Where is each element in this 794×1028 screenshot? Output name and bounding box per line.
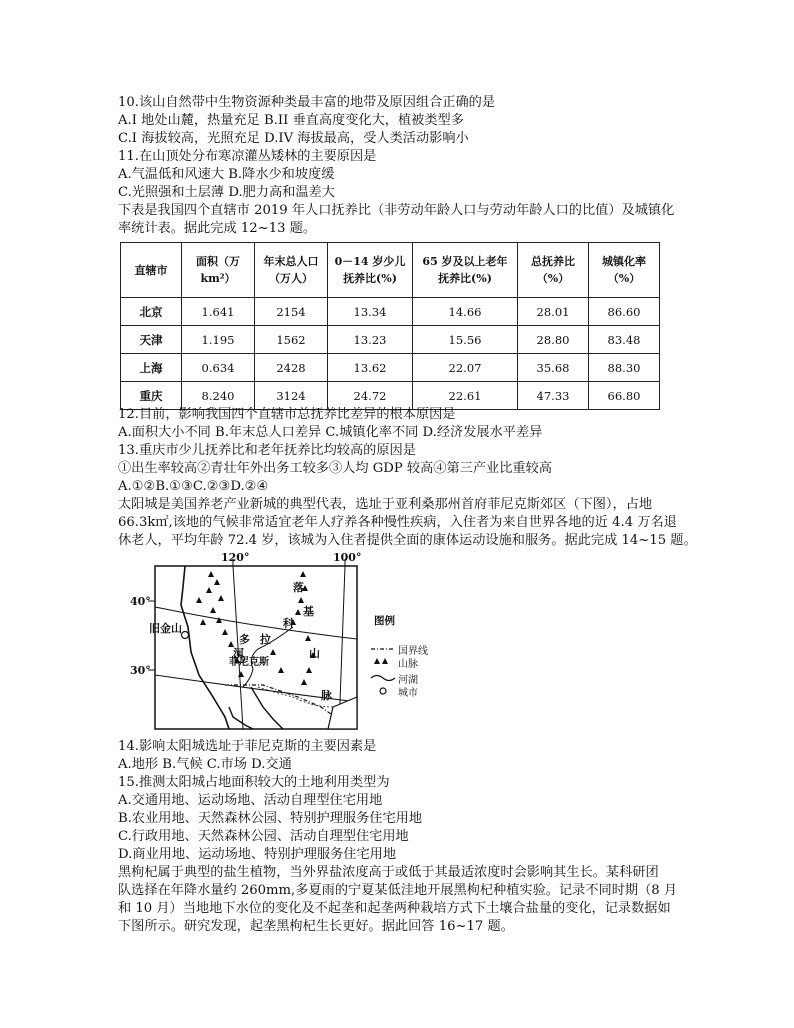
rocky-label-mai: 脉 [321,689,332,702]
legend-border-label: 国界线 [398,646,428,657]
table-cell: 14.66 [413,298,518,326]
q14-options: A.地形 B.气候 C.市场 D.交通 [118,757,292,772]
sun-city-para-line-3: 休老人，平均年龄 72.4 岁，该城为入住者提供全面的康体运动设施和服务。据此完成 14~15 题。 [118,533,697,548]
colorado-label-he: 河 [233,647,244,660]
table-cell: 重庆 [121,382,182,410]
table-row [121,298,660,326]
colorado-label-duo: 多 [239,633,250,646]
sun-city-para-line-2: 66.3k㎡,该地的气候非常适宜老年人疗养各种慢性疾病，入住者为来自世界各地的近 4.4 万名退 [118,515,677,530]
q12-options: A.面积大小不同 B.年末总人口差异 C.城镇化率不同 D.经济发展水平差异 [118,425,543,440]
table-intro-line-1: 下表是我国四个直辖市 2019 年人口抚养比（非劳动年龄人口与劳动年龄人口的比值）及城镇化 [118,203,675,218]
table-cell: 13.23 [328,326,413,354]
q15-option-a: A.交通用地、运动场地、活动自理型住宅用地 [118,793,383,808]
rocky-label-ji: 基 [303,605,314,618]
legend-city-label: 城市 [398,688,418,699]
q11-options-ab: A.气温低和风速大 B.降水少和坡度缓 [118,167,335,182]
san-francisco-label: 旧金山 [149,622,182,635]
table-cell: 88.30 [589,354,660,382]
sun-city-para-line-1: 太阳城是美国养老产业新城的典型代表，选址于亚利桑那州首府菲尼克斯郊区（下图），占地 [118,497,653,512]
table-cell: 北京 [121,298,182,326]
table-cell: 0.634 [182,354,255,382]
table-cell: 1562 [255,326,328,354]
table-header-cell: 城镇化率（%） [589,243,660,298]
q10-options-cd: C.I 海拔较高，光照充足 D.IV 海拔最高，受人类活动影响小 [118,131,469,146]
table-cell: 24.72 [328,382,413,410]
q11-options-cd: C.光照强和土层薄 D.肥力高和温差大 [118,185,335,200]
q10-stem: 10.该山自然带中生物资源种类最丰富的地带及原因组合正确的是 [118,95,496,110]
table-header-cell: 面积（万 km²） [182,243,255,298]
goji-para-line-3: 和 10 月）当地地下水位的变化及不起垄和起垄两种栽培方式下土壤合盐量的变化，记录数据如 [118,901,671,916]
lat-30-label: 30° [130,664,151,677]
table-header-row [121,243,660,298]
goji-para-line-2: 队选择在年降水量约 260mm,多夏雨的宁夏某低洼地开展黑枸杞种植实验。记录不同时期（8 月 [118,883,678,898]
q14-stem: 14.影响太阳城选址于菲尼克斯的主要因素是 [118,739,377,754]
table-row [121,354,660,382]
table-cell: 2428 [255,354,328,382]
colorado-label-la: 拉 [260,633,271,646]
goji-para-line-1: 黑枸杞属于典型的盐生植物，当外界盐浓度高于或低于其最适浓度时会影响其生长。某科研团 [118,865,659,880]
arizona-map [130,551,433,739]
table-cell: 83.48 [589,326,660,354]
colorado-label-ke: 科 [283,617,294,630]
table-cell: 47.33 [518,382,589,410]
q13-items: ①出生率较高②青壮年外出务工较多③人均 GDP 较高④第三产业比重较高 [118,461,552,476]
table-row [121,326,660,354]
map-drawing [133,557,433,739]
table-cell: 天津 [121,326,182,354]
q12-stem: 12.目前，影响我国四个直辖市总抚养比差异的根本原因是 [118,407,456,422]
table-cell: 28.80 [518,326,589,354]
table-cell: 1.195 [182,326,255,354]
table-cell: 8.240 [182,382,255,410]
table-cell: 2154 [255,298,328,326]
q10-options-ab: A.I 地处山麓，热量充足 B.II 垂直高度变化大，植被类型多 [118,113,464,128]
lon-100-label: 100° [333,551,362,564]
table-cell: 1.641 [182,298,255,326]
q13-options: A.①②B.①③C.②③D.②④ [118,479,269,494]
table-header-cell: 直辖市 [121,243,182,298]
legend-title: 图例 [374,615,395,627]
table-cell: 3124 [255,382,328,410]
table-header-cell: 65 岁及以上老年抚养比(%) [413,243,518,298]
table-cell: 35.68 [518,354,589,382]
q15-option-b: B.农业用地、天然森林公园、特别护理服务住宅用地 [118,811,423,826]
table-cell: 上海 [121,354,182,382]
table-header-cell: 0－14 岁少儿抚养比(%) [328,243,413,298]
table-cell: 86.60 [589,298,660,326]
legend-river-label: 河湖 [398,675,418,686]
phoenix-label: 菲尼克斯 [229,657,269,668]
q15-option-d: D.商业用地、运动场地、特别护理服务住宅用地 [118,847,397,862]
lat-40-label: 40° [130,595,151,608]
table-header-cell: 年末总人口（万人） [255,243,328,298]
q13-stem: 13.重庆市少儿抚养比和老年抚养比均较高的原因是 [118,443,416,458]
rocky-label-shan: 山 [309,647,320,660]
table-cell: 22.61 [413,382,518,410]
q11-stem: 11.在山顶处分布寒凉灌丛矮林的主要原因是 [118,149,377,164]
population-table [120,242,660,410]
table-intro-line-2: 率统计表。据此完成 12~13 题。 [118,221,317,236]
table-cell: 66.80 [589,382,660,410]
table-cell: 13.62 [328,354,413,382]
table-cell: 13.34 [328,298,413,326]
table-cell: 28.01 [518,298,589,326]
table-header-cell: 总抚养比（%） [518,243,589,298]
table-cell: 22.07 [413,354,518,382]
q15-option-c: C.行政用地、天然森林公园、活动自理型住宅用地 [118,829,409,844]
goji-para-line-4: 下图所示。研究发现，起垄黑枸杞生长更好。据此回答 16~17 题。 [118,919,514,934]
q15-stem: 15.推测太阳城占地面积较大的土地利用类型为 [118,775,390,790]
table-cell: 15.56 [413,326,518,354]
lon-120-label: 120° [221,551,250,564]
rocky-label-luo: 落 [293,581,304,594]
legend-mountain-label: 山脉 [398,659,418,670]
